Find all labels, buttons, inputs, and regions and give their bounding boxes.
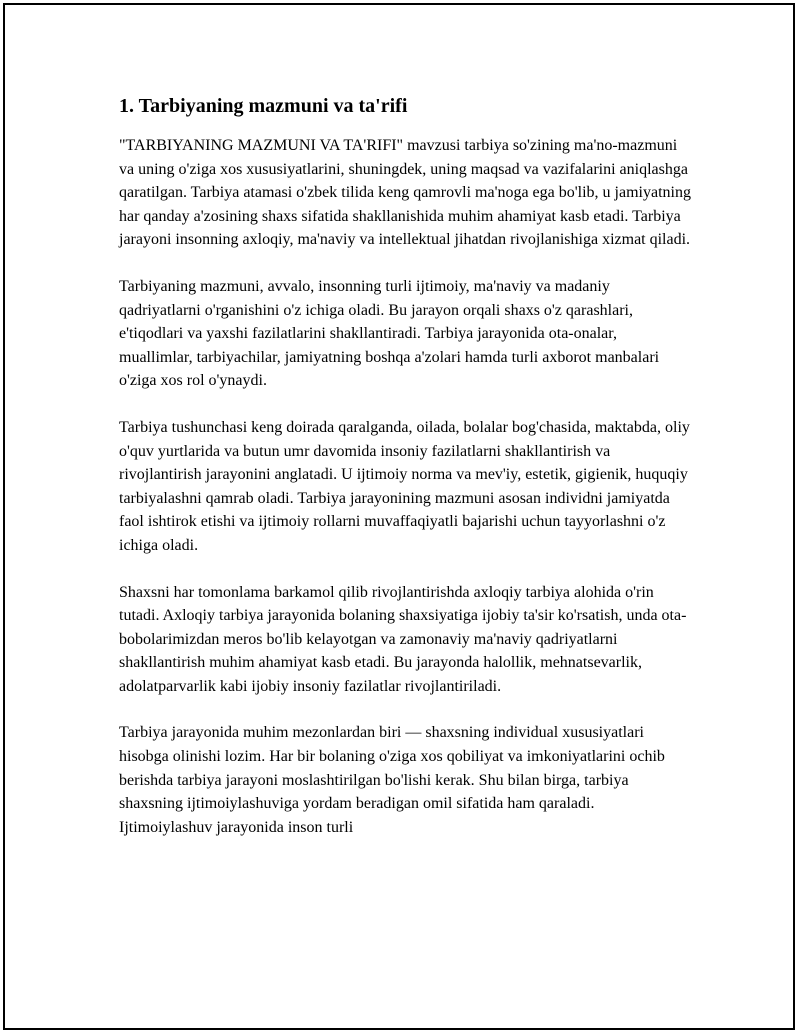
paragraph-3: Tarbiya tushunchasi keng doirada qaralganda, oilada, bolalar bog'chasida, maktabda, oliy o'quv yurtlarida va butun umr davomida insoniy fazilatlarni shakllantirish va rivojlantirish jarayonini anglatadi. U ijtimoiy norma va mev'iy, estetik, gigienik, huquqiy tarbiyalashni qamrab oladi. Tarbiya jarayonining mazmuni asosan individni jamiyatda faol ishtirok etishi va ijtimoiy rollarni muvaffaqiyatli bajarishi uchun tayyorlashni o'z ichiga oladi.	[119, 418, 690, 554]
paragraph-2: Tarbiyaning mazmuni, avvalo, insonning turli ijtimoiy, ma'naviy va madaniy qadriyatlarni o'rganishini o'z ichiga oladi. Bu jarayon orqali shaxs o'z qarashlari, e'tiqodlari va yaxshi fazilatlarini shakllantiradi. Tarbiya jarayonida ota-onalar, muallimlar, tarbiyachilar, jamiyatning boshqa a'zolari hamda turli axborot manbalari o'ziga xos rol o'ynaydi.	[119, 277, 660, 390]
document-body	[119, 93, 691, 839]
paragraph-1: "TARBIYANING MAZMUNI VA TA'RIFI" mavzusi tarbiya so'zining ma'no-mazmuni va uning o'ziga xos xususiyatlarini, shuningdek, uning maqsad va vazifalarini aniqlashga qaratilgan. Tarbiya atamasi o'zbek tilida keng qamrovli ma'noga ega bo'lib, u jamiyatning har qanday a'zosining shaxs sifatida shakllanishida muhim ahamiyat kasb etadi. Tarbiya jarayoni insonning axloqiy, ma'naviy va intellektual jihatdan rivojlanishiga xizmat qiladi.	[119, 137, 691, 249]
paragraph-5: Tarbiya jarayonida muhim mezonlardan biri — shaxsning individual xususiyatlari hisobga olinishi lozim. Har bir bolaning o'ziga xos qobiliyat va imkoniyatlarini ochib berishda tarbiya jarayoni moslashtirilgan bo'lishi kerak. Shu bilan birga, tarbiya shaxsning ijtimoiylashuviga yordam beradigan omil sifatida ham qaraladi. Ijtimoiylashuv jarayonida inson turli	[119, 724, 665, 836]
paragraph-4: Shaxsni har tomonlama barkamol qilib rivojlantirishda axloqiy tarbiya alohida o'rin tutadi. Axloqiy tarbiya jarayonida bolaning shaxsiyatiga ijobiy ta'sir ko'rsatish, unda ota-bobolarimizdan meros bo'lib kelayotgan va zamonaviy ma'naviy qadriyatlarni shakllantirish muhim ahamiyat kasb etadi. Bu jarayonda halollik, mehnatsevarlik, adolatparvarlik kabi ijobiy insoniy fazilatlar rivojlantiriladi.	[119, 583, 687, 695]
section-heading: 1. Tarbiyaning mazmuni va ta'rifi	[119, 95, 408, 117]
page-frame	[3, 3, 795, 1030]
